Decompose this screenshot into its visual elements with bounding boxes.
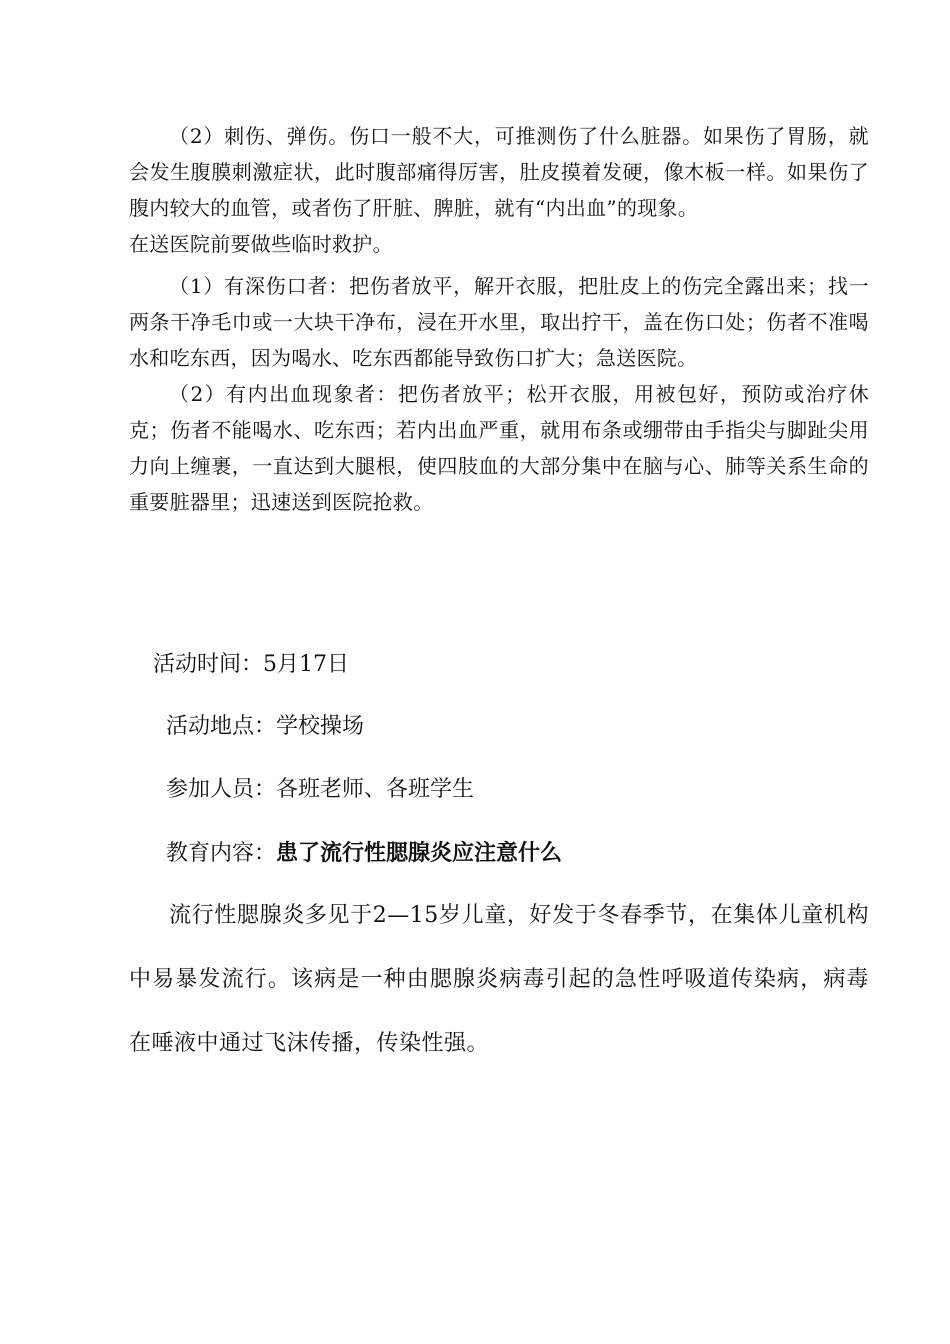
education-content-label: 教育内容： — [166, 841, 277, 866]
education-content-title: 患了流行性腮腺炎应注意什么 — [276, 840, 563, 866]
activity-place: 活动地点：学校操场 — [166, 714, 365, 739]
paragraph-stab-wounds: （2）刺伤、弹伤。伤口一般不大，可推测伤了什么脏器。如果伤了胃肠，就会发生腹膜刺激症状，此时腹部痛得厉害，肚皮摸着发硬，像木板一样。如果伤了腹内较大的血管，或者伤了肝脏、脾脏，就有“内出血”的现象。 — [129, 124, 869, 220]
paragraph-deep-wound: （1）有深伤口者：把伤者放平，解开衣服，把肚皮上的伤完全露出来；找一两条干净毛巾或一大块干净布，浸在开水里，取出拧干，盖在伤口处；伤者不准喝水和吃东西，因为喝水、吃东西都能导致伤口扩大；急送医院。 — [129, 274, 869, 370]
mumps-description: 流行性腮腺炎多见于2—15岁儿童，好发于冬春季节，在集体儿童机构中易暴发流行。该病是一种由腮腺炎病毒引起的急性呼吸道传染病，病毒在唾液中通过飞沫传播，传染性强。 — [129, 903, 869, 1056]
education-content — [166, 838, 562, 869]
activity-participants: 参加人员：各班老师、各班学生 — [166, 777, 475, 802]
paragraph-internal-bleeding: （2）有内出血现象者：把伤者放平；松开衣服，用被包好，预防或治疗休克；伤者不能喝水、吃东西；若内出血严重，就用布条或绷带由手指尖与脚趾尖用力向上缠裹，一直达到大腿根，使四肢血的大部分集中在脑与心、肺等关系生命的重要脏器里；迅速送到医院抢救。 — [129, 382, 869, 514]
activity-time: 活动时间：5月17日 — [153, 652, 349, 677]
paragraph-first-aid-intro: 在送医院前要做些临时救护。 — [129, 232, 393, 256]
